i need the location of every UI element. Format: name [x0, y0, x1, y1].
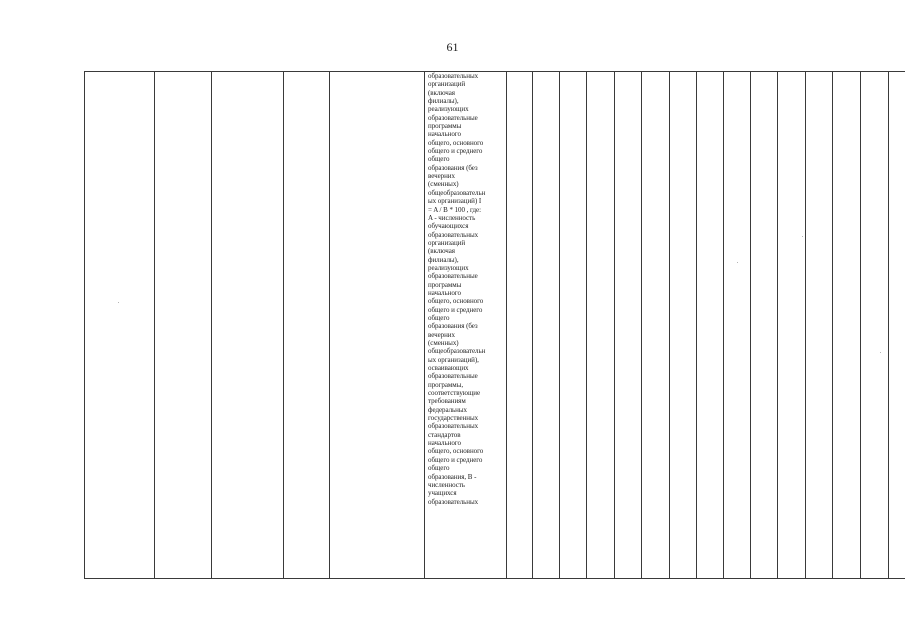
indicator-text-line: программы: [428, 280, 462, 289]
scan-speck: [880, 352, 881, 353]
indicator-text-line: начального: [428, 130, 461, 139]
table-cell-col-8: [533, 72, 560, 579]
table-cell-col-18: [806, 72, 833, 579]
indicator-text-line: образования (без: [428, 163, 478, 172]
scan-speck: [737, 262, 738, 263]
table-cell-col-15: [724, 72, 751, 579]
indicator-text-line: общего: [428, 464, 450, 473]
indicator-text-line: = A / B * 100 , где:: [428, 205, 481, 214]
indicator-text-line: организаций: [428, 238, 466, 247]
table-cell-col-5: [330, 72, 425, 579]
indicator-text-line: реализующих: [428, 263, 469, 272]
indicator-text-line: соответствующие: [428, 389, 481, 398]
indicator-text-line: общего и среднего: [428, 455, 483, 464]
indicator-text-line: программы: [428, 122, 462, 131]
indicator-text-line: требованиям: [428, 397, 466, 406]
table-row: [85, 72, 905, 579]
indicator-text-line: (сменных): [428, 339, 459, 347]
indicator-text-line: образовательные: [428, 272, 478, 281]
indicator-text-line: общего: [428, 313, 450, 322]
indicator-text-line: федеральных: [428, 405, 467, 414]
table-cell-col-4: [284, 72, 330, 579]
table-cell-col-12: [642, 72, 670, 579]
indicator-text-line: (включая: [428, 88, 455, 97]
table-cell-col-11: [615, 72, 642, 579]
indicator-text-line: образовательных: [428, 230, 479, 239]
indicator-text-line: образовательные: [428, 372, 478, 381]
indicator-text-line: (сменных): [428, 180, 459, 189]
table-cell-col-16: [751, 72, 778, 579]
table-cell-col-1: [85, 72, 155, 579]
indicator-text-line: начального: [428, 288, 461, 297]
scan-speck: [802, 236, 803, 237]
indicator-text-line: образовательные: [428, 113, 478, 122]
indicator-text-line: филиалы),: [428, 255, 459, 264]
table-cell-col-14: [697, 72, 724, 579]
indicator-text-line: филиалы),: [428, 97, 459, 106]
indicator-text-line: общего и среднего: [428, 305, 483, 314]
indicator-text-line: программы,: [428, 380, 464, 389]
table-cell-col-2: [155, 72, 212, 579]
indicator-text-line: образования, B -: [428, 472, 477, 481]
table-cell-col-13: [670, 72, 697, 579]
scan-speck: [118, 302, 119, 303]
table-cell-col-20: [861, 72, 889, 579]
indicator-text-line: образования (без: [428, 322, 478, 331]
table-cell-col-7: [507, 72, 533, 579]
indicator-text-line: общего, основного: [428, 447, 484, 456]
indicator-text-line: образовательных: [428, 422, 479, 431]
indicator-text-line: общеобразовательн: [428, 188, 486, 197]
indicator-text-line: ых организаций) I: [428, 197, 482, 206]
table-cell-col-10: [587, 72, 615, 579]
indicator-text-line: образовательных: [428, 72, 479, 80]
indicator-text-line: A - численность: [428, 213, 476, 222]
indicator-text-line: образовательных: [428, 497, 479, 506]
indicator-text-line: вечерних: [428, 172, 455, 181]
table-cell-col-21: [889, 72, 905, 579]
indicator-text-line: численность: [428, 480, 465, 489]
indicator-text-line: осваивающих: [428, 364, 469, 373]
indicator-text-line: (включая: [428, 247, 455, 256]
document-table: [84, 71, 905, 579]
page-number: 61: [446, 40, 459, 54]
indicator-text-line: стандартов: [428, 430, 461, 439]
indicator-text-line: общеобразовательн: [428, 347, 486, 356]
table-cell-col-19: [833, 72, 861, 579]
indicator-text-line: организаций: [428, 80, 466, 89]
table-cell-col-9: [560, 72, 587, 579]
indicator-text-line: государственных: [428, 414, 479, 423]
indicator-text-line: общего, основного: [428, 138, 484, 147]
indicator-text-line: общего, основного: [428, 297, 484, 306]
indicator-text-line: общего: [428, 155, 450, 164]
indicator-text-line: ых организаций),: [428, 355, 479, 364]
indicator-text-line: начального: [428, 439, 461, 448]
indicator-text-line: учащихся: [428, 489, 457, 498]
indicator-formula-text: [425, 72, 506, 506]
indicator-formula-cell: [425, 72, 507, 579]
indicator-text-line: обучающихся: [428, 222, 469, 231]
indicator-text-line: реализующих: [428, 105, 469, 114]
table-cell-col-17: [778, 72, 806, 579]
indicator-text-line: общего и среднего: [428, 147, 483, 156]
table-cell-col-3: [212, 72, 284, 579]
indicator-text-line: вечерних: [428, 330, 455, 339]
